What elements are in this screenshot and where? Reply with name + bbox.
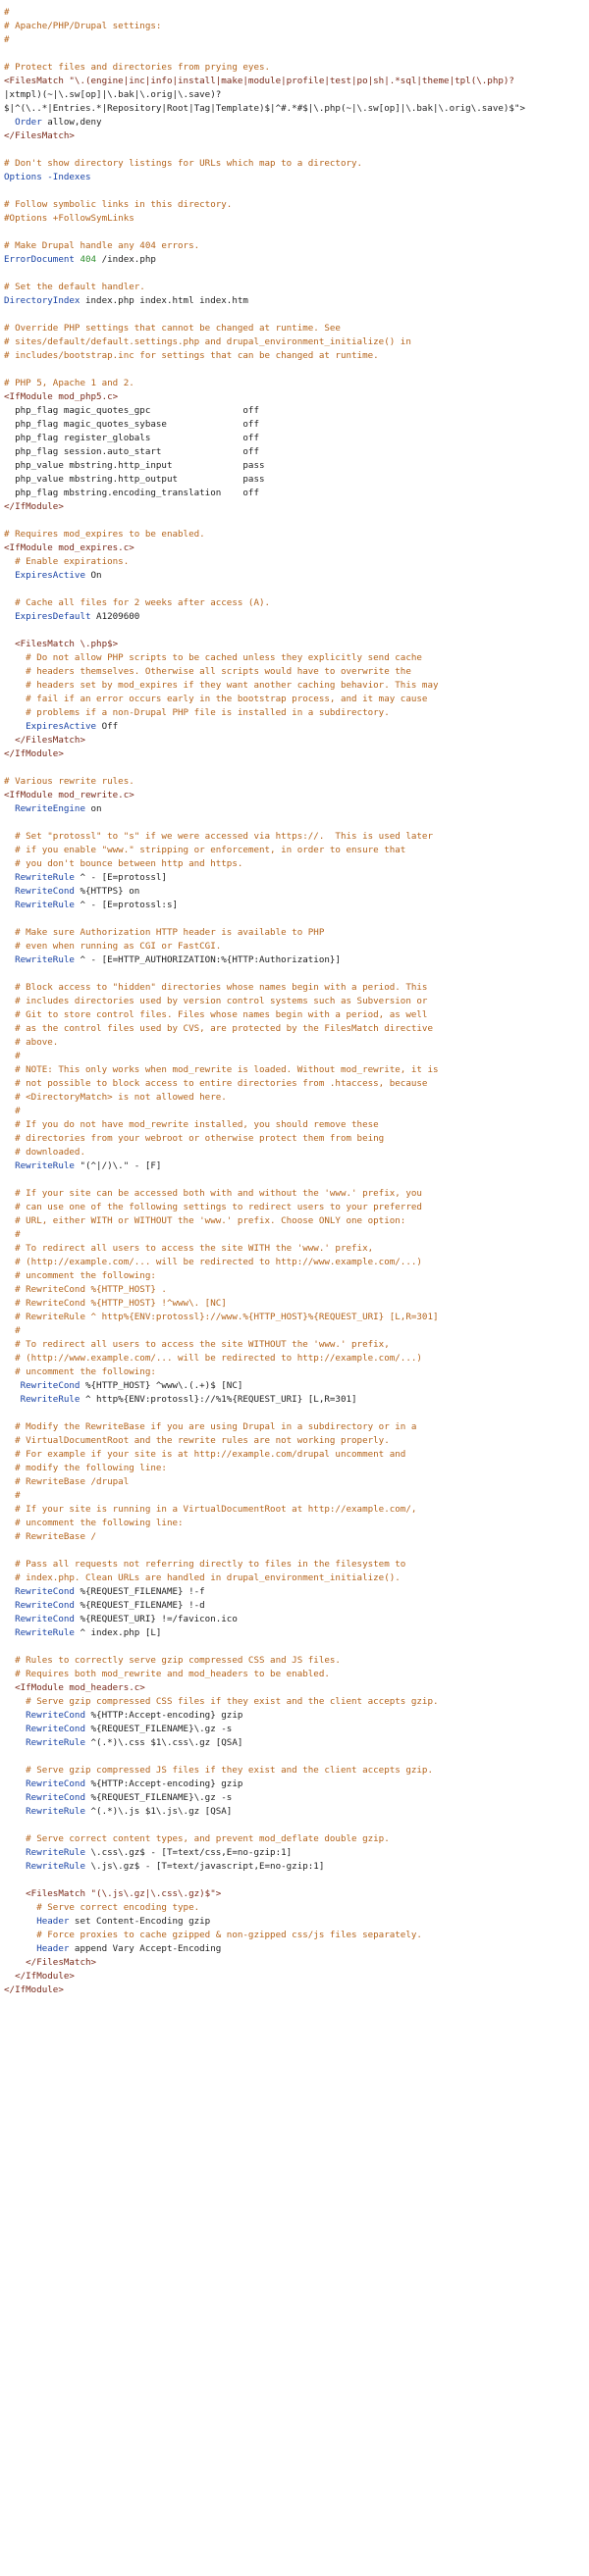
block-tag-line [0,1970,589,1984]
directive-keyword: RewriteRule [4,1861,85,1872]
comment-text: # RewriteCond %{HTTP_HOST} . [4,1284,167,1295]
blank-line [0,143,589,157]
comment-text: # Pass all requests not referring directly to files in the filesystem to [4,1559,406,1570]
comment-line [0,1008,589,1022]
directive-line [0,1599,589,1613]
directive-line [0,1791,589,1805]
comment-text: # not possible to block access to entire directories from .htaccess, because [4,1078,428,1089]
directive-line [0,116,589,129]
comment-line [0,1764,589,1777]
blank-line [0,184,589,198]
comment-line [0,706,589,720]
blank-line [0,226,589,239]
comment-text: #Options +FollowSymLinks [4,213,134,224]
directive-keyword: RewriteCond [4,1586,75,1597]
comment-line [0,1489,589,1503]
directive-line [0,487,589,500]
comment-text: # [4,1325,21,1336]
directive-value: ^ - [E=HTTP_AUTHORIZATION:%{HTTP:Authorization}] [74,954,341,965]
directive-value: %{HTTP_HOST} ^www\.(.+)$ [NC] [80,1380,243,1391]
directive-value: %{REQUEST_FILENAME} !-d [74,1600,205,1611]
comment-text: # Set the default handler. [4,282,145,292]
directive-keyword: RewriteCond [4,1614,75,1624]
comment-text: # Serve gzip compressed CSS files if they exist and the client accepts gzip. [4,1696,439,1707]
comment-line [0,940,589,953]
directive-keyword: RewriteRule [4,1737,85,1748]
comment-line [0,1901,589,1915]
comment-line [0,1091,589,1105]
comment-text: # if you enable "www." stripping or enforcement, in order to ensure that [4,845,406,855]
comment-text: # headers set by mod_expires if they want another caching behavior. This may [4,680,439,691]
comment-text: # includes directories used by version control systems such as Subversion or [4,996,428,1006]
plain-text: php_flag magic_quotes_sybase off [4,419,259,430]
block-tag: </IfModule> [4,1971,75,1982]
comment-line [0,349,589,363]
comment-text: # Force proxies to cache gzipped & non-gzipped css/js files separately. [4,1930,422,1940]
comment-text: # uncomment the following line: [4,1518,184,1528]
comment-line [0,6,589,20]
comment-text: # <DirectoryMatch> is not allowed here. [4,1092,227,1103]
directive-line [0,418,589,432]
directive-value: set Content-Encoding gzip [69,1916,211,1927]
comment-line [0,1077,589,1091]
comment-text: # Various rewrite rules. [4,776,134,787]
comment-text: # Set "protossl" to "s" if we were accessed via https://. This is used later [4,831,433,842]
directive-keyword: RewriteEngine [4,803,85,814]
directive-keyword: RewriteRule [4,1394,80,1405]
block-tag: </FilesMatch> [4,735,85,746]
directive-value: %{REQUEST_FILENAME}\.gz -s [84,1792,233,1803]
comment-line [0,335,589,349]
comment-line [0,1832,589,1846]
comment-text: # For example if your site is at http://example.com/drupal uncomment and [4,1449,406,1460]
directive-line [0,1379,589,1393]
comment-line [0,1324,589,1338]
directive-keyword: Header [4,1943,70,1954]
comment-line [0,1036,589,1050]
comment-text: # as the control files used by CVS, are protected by the FilesMatch directive [4,1023,433,1034]
comment-line [0,665,589,679]
directive-value: /index.php [96,254,156,265]
blank-line [0,912,589,926]
comment-text: # Do not allow PHP scripts to be cached unless they explicitly send cache [4,652,422,663]
comment-line [0,651,589,665]
block-tag: <IfModule mod_headers.c> [4,1682,145,1693]
directive-line [0,1159,589,1173]
comment-text: # If you do not have mod_rewrite installed, you should remove these [4,1119,379,1130]
comment-text: # problems if a non-Drupal PHP file is installed in a subdirectory. [4,707,390,718]
plain-text: |xtmpl)(~|\.sw[op]|\.bak|\.orig|\.save)? [4,89,222,100]
comment-text: # Make sure Authorization HTTP header is available to PHP [4,927,325,938]
blank-line [0,1407,589,1420]
comment-line [0,322,589,335]
comment-text: # NOTE: This only works when mod_rewrite is loaded. Without mod_rewrite, it is [4,1064,439,1075]
comment-line [0,1311,589,1324]
comment-line [0,157,589,171]
directive-keyword: ExpiresActive [4,570,85,581]
comment-line [0,1654,589,1668]
comment-line [0,33,589,47]
comment-text: # [4,1051,21,1061]
directive-value: Off [96,721,119,732]
comment-text: # modify the following line: [4,1463,167,1473]
directive-keyword: RewriteCond [4,1792,85,1803]
directive-keyword: RewriteCond [4,1710,85,1721]
block-tag: <FilesMatch "\.(engine|inc|info|install|make|module|profile|test|po|sh|.*sql|theme|tpl(\.php)? [4,76,514,86]
comment-text: # To redirect all users to access the site WITH the 'www.' prefix, [4,1243,374,1254]
directive-keyword: Header [4,1916,70,1927]
comment-line [0,679,589,693]
comment-text: # [4,1229,21,1240]
directive-keyword: RewriteCond [4,1724,85,1734]
comment-text: # Requires both mod_rewrite and mod_headers to be enabled. [4,1669,330,1679]
directive-line [0,171,589,184]
directive-line [0,610,589,624]
directive-line [0,88,589,102]
directive-keyword: DirectoryIndex [4,295,80,306]
directive-keyword: RewriteRule [4,1160,75,1171]
directive-value: append Vary Accept-Encoding [69,1943,222,1954]
comment-line [0,239,589,253]
directive-keyword: RewriteRule [4,954,75,965]
comment-line [0,1695,589,1709]
blank-line [0,583,589,596]
directive-value: ^ http%{ENV:protossl}://%1%{REQUEST_URI} [L,R=301] [80,1394,357,1405]
comment-line [0,1338,589,1352]
directive-keyword: RewriteRule [4,900,75,910]
directive-value: %{REQUEST_FILENAME} !-f [74,1586,205,1597]
comment-text: # Protect files and directories from prying eyes. [4,62,271,73]
directive-value: -Indexes [41,172,91,182]
directive-value: %{HTTPS} on [74,886,140,897]
directive-value: A1209600 [90,611,140,622]
comment-line [0,926,589,940]
directive-number: 404 [74,254,97,265]
plain-text: php_flag register_globals off [4,433,259,443]
comment-line [0,1283,589,1297]
comment-text: # Serve correct encoding type. [4,1902,200,1913]
directive-keyword: RewriteCond [4,1380,80,1391]
block-tag-line [0,1984,589,1997]
comment-line [0,1420,589,1434]
block-tag: </IfModule> [4,1984,64,1995]
block-tag-line [0,129,589,143]
blank-line [0,1750,589,1764]
comment-text: # (http://example.com/... will be redirected to http://www.example.com/...) [4,1257,422,1267]
directive-line [0,1393,589,1407]
comment-text: # RewriteBase /drupal [4,1476,130,1487]
comment-line [0,1187,589,1201]
directive-value: ^ - [E=protossl] [74,872,167,883]
block-tag-line [0,75,589,88]
directive-line [0,1613,589,1626]
directive-value: "(^|/)\." - [F] [74,1160,162,1171]
directive-line [0,473,589,487]
block-tag: </IfModule> [4,501,64,512]
directive-keyword: ExpiresDefault [4,611,91,622]
blank-line [0,761,589,775]
comment-text: # To redirect all users to access the site WITHOUT the 'www.' prefix, [4,1339,390,1350]
directive-keyword: ErrorDocument [4,254,75,265]
directive-value: On [84,570,102,581]
comment-line [0,1365,589,1379]
comment-text: # uncomment the following: [4,1270,156,1281]
blank-line [0,1544,589,1558]
directive-value: \.js\.gz$ - [T=text/javascript,E=no-gzip:1] [84,1861,325,1872]
comment-text: # Git to store control files. Files whose names begin with a period, as well [4,1009,428,1020]
comment-text: # downloaded. [4,1147,85,1158]
blank-line [0,1640,589,1654]
comment-line [0,1297,589,1311]
block-tag-line [0,1681,589,1695]
directive-keyword: ExpiresActive [4,721,97,732]
comment-line [0,1462,589,1475]
directive-keyword: RewriteRule [4,1627,75,1638]
blank-line [0,1874,589,1887]
comment-text: # index.php. Clean URLs are handled in drupal_environment_initialize(). [4,1572,401,1583]
directive-line [0,1846,589,1860]
plain-text: php_flag session.auto_start off [4,446,259,457]
blank-line [0,1173,589,1187]
directive-line [0,1585,589,1599]
block-tag-line [0,747,589,761]
comment-text: # Enable expirations. [4,556,130,567]
comment-text: # directories from your webroot or otherwise protect them from being [4,1133,385,1144]
comment-line [0,1105,589,1118]
comment-text: # can use one of the following settings to redirect users to your preferred [4,1202,422,1212]
directive-line [0,1736,589,1750]
block-tag: <FilesMatch \.php$> [4,639,119,649]
comment-text: # Serve correct content types, and prevent mod_deflate double gzip. [4,1833,390,1844]
directive-line [0,871,589,885]
comment-line [0,1022,589,1036]
directive-line [0,294,589,308]
comment-line [0,693,589,706]
comment-text: # If your site is running in a VirtualDocumentRoot at http://example.com/, [4,1504,417,1515]
directive-keyword: RewriteRule [4,872,75,883]
comment-text: # Make Drupal handle any 404 errors. [4,240,200,251]
block-tag: </FilesMatch> [4,1957,97,1968]
directive-value: ^(.*)\.js $1\.js\.gz [QSA] [84,1806,233,1817]
directive-line [0,253,589,267]
comment-text: # Modify the RewriteBase if you are using Drupal in a subdirectory or in a [4,1421,417,1432]
plain-text: php_value mbstring.http_output pass [4,474,265,485]
directive-line [0,102,589,116]
comment-line [0,1448,589,1462]
comment-line [0,857,589,871]
comment-text: # If your site can be accessed both with and without the 'www.' prefix, you [4,1188,422,1199]
blank-line [0,816,589,830]
block-tag-line [0,1887,589,1901]
directive-line [0,569,589,583]
plain-text: php_value mbstring.http_input pass [4,460,265,471]
comment-text: # [4,1490,21,1501]
comment-line [0,1146,589,1159]
comment-line [0,1475,589,1489]
comment-text: # VirtualDocumentRoot and the rewrite rules are not working properly. [4,1435,390,1446]
blank-line [0,267,589,281]
comment-text: # [4,1106,21,1116]
comment-line [0,1530,589,1544]
blank-line [0,624,589,638]
comment-line [0,1132,589,1146]
comment-text: # [4,34,10,45]
directive-keyword: RewriteCond [4,1778,85,1789]
comment-line [0,281,589,294]
comment-text: # Requires mod_expires to be enabled. [4,529,205,540]
directive-value: ^ index.php [L] [74,1627,162,1638]
directive-line [0,445,589,459]
comment-text: # RewriteBase / [4,1531,97,1542]
comment-line [0,1228,589,1242]
comment-text: # Rules to correctly serve gzip compressed CSS and JS files. [4,1655,341,1666]
directive-line [0,1805,589,1819]
comment-line [0,377,589,390]
comment-line [0,555,589,569]
comment-text: # above. [4,1037,59,1048]
comment-line [0,1352,589,1365]
directive-line [0,459,589,473]
directive-keyword: RewriteCond [4,886,75,897]
comment-text: # fail if an error occurs early in the bootstrap process, and it may cause [4,694,428,704]
comment-line [0,1558,589,1571]
plain-text: $|^(\..*|Entries.*|Repository|Root|Tag|Template)$|^#.*#$|\.php(~|\.sw[op]|\.bak|\.orig\.save)$"> [4,103,526,114]
directive-keyword: RewriteCond [4,1600,75,1611]
comment-text: # Follow symbolic links in this directory. [4,199,233,210]
comment-line [0,198,589,212]
directive-keyword: Order [4,117,42,128]
plain-text: php_flag magic_quotes_gpc off [4,405,259,416]
comment-line [0,61,589,75]
block-tag: <IfModule mod_php5.c> [4,391,119,402]
directive-line [0,720,589,734]
directive-value: %{REQUEST_URI} !=/favicon.ico [74,1614,238,1624]
comment-line [0,1929,589,1942]
directive-value: index.php index.html index.htm [80,295,248,306]
comment-line [0,1063,589,1077]
directive-line [0,885,589,899]
comment-text: # PHP 5, Apache 1 and 2. [4,378,134,388]
comment-text: # Serve gzip compressed JS files if they exist and the client accepts gzip. [4,1765,433,1776]
blank-line [0,308,589,322]
block-tag: <IfModule mod_rewrite.c> [4,790,134,800]
directive-value: allow,deny [41,117,102,128]
block-tag-line [0,734,589,747]
comment-text: # Don't show directory listings for URLs which map to a directory. [4,158,363,169]
comment-line [0,1050,589,1063]
directive-line [0,432,589,445]
directive-value: on [84,803,102,814]
comment-line [0,1503,589,1517]
comment-text: # RewriteRule ^ http%{ENV:protossl}://www.%{HTTP_HOST}%{REQUEST_URI} [L,R=301] [4,1312,439,1322]
directive-line [0,802,589,816]
directive-line [0,953,589,967]
block-tag: <IfModule mod_expires.c> [4,542,134,553]
directive-line [0,1709,589,1723]
comment-text: # URL, either WITH or WITHOUT the 'www.' prefix. Choose ONLY one option: [4,1215,406,1226]
blank-line [0,363,589,377]
directive-line [0,1777,589,1791]
directive-line [0,1915,589,1929]
directive-value: ^(.*)\.css $1\.css\.gz [QSA] [84,1737,243,1748]
comment-line [0,1434,589,1448]
comment-text: # headers themselves. Otherwise all scripts would have to overwrite the [4,666,411,677]
comment-line [0,1242,589,1256]
comment-text: # Apache/PHP/Drupal settings: [4,21,162,31]
directive-value: %{HTTP:Accept-encoding} gzip [84,1710,243,1721]
block-tag-line [0,541,589,555]
comment-line [0,981,589,995]
comment-text: # Override PHP settings that cannot be changed at runtime. See [4,323,341,334]
plain-text: php_flag mbstring.encoding_translation off [4,488,259,498]
comment-line [0,1214,589,1228]
comment-text: # includes/bootstrap.inc for settings that can be changed at runtime. [4,350,379,361]
comment-line [0,20,589,33]
comment-text: # (http://www.example.com/... will be redirected to http://example.com/...) [4,1353,422,1364]
comment-line [0,995,589,1008]
blank-line [0,47,589,61]
directive-value: ^ - [E=protossl:s] [74,900,179,910]
block-tag: </FilesMatch> [4,130,75,141]
comment-line [0,212,589,226]
comment-text: # RewriteCond %{HTTP_HOST} !^www\. [NC] [4,1298,227,1309]
directive-line [0,899,589,912]
blank-line [0,514,589,528]
comment-line [0,528,589,541]
comment-line [0,1256,589,1269]
directive-value: %{HTTP:Accept-encoding} gzip [84,1778,243,1789]
comment-text: # sites/default/default.settings.php and drupal_environment_initialize() in [4,336,411,347]
directive-value: \.css\.gz$ - [T=text/css,E=no-gzip:1] [84,1847,293,1858]
comment-text: # [4,7,10,18]
directive-keyword: RewriteRule [4,1847,85,1858]
directive-line [0,404,589,418]
comment-line [0,1269,589,1283]
comment-line [0,1201,589,1214]
comment-text: # uncomment the following: [4,1366,156,1377]
block-tag-line [0,789,589,802]
directive-line [0,1942,589,1956]
blank-line [0,967,589,981]
comment-line [0,830,589,844]
block-tag-line [0,500,589,514]
block-tag-line [0,1956,589,1970]
comment-line [0,1517,589,1530]
comment-line [0,844,589,857]
directive-keyword: Options [4,172,42,182]
comment-line [0,775,589,789]
directive-line [0,1860,589,1874]
directive-keyword: RewriteRule [4,1806,85,1817]
directive-line [0,1723,589,1736]
directive-line [0,1626,589,1640]
comment-line [0,1118,589,1132]
comment-line [0,1668,589,1681]
blank-line [0,1819,589,1832]
block-tag: <FilesMatch "(\.js\.gz|\.css\.gz)$"> [4,1888,222,1899]
directive-value: %{REQUEST_FILENAME}\.gz -s [84,1724,233,1734]
comment-text: # even when running as CGI or FastCGI. [4,941,222,952]
comment-text: # Block access to "hidden" directories whose names begin with a period. This [4,982,428,993]
block-tag-line [0,390,589,404]
comment-line [0,596,589,610]
block-tag-line [0,638,589,651]
comment-line [0,1571,589,1585]
block-tag: </IfModule> [4,748,64,759]
comment-text: # Cache all files for 2 weeks after access (A). [4,597,271,608]
comment-text: # you don't bounce between http and https. [4,858,243,869]
